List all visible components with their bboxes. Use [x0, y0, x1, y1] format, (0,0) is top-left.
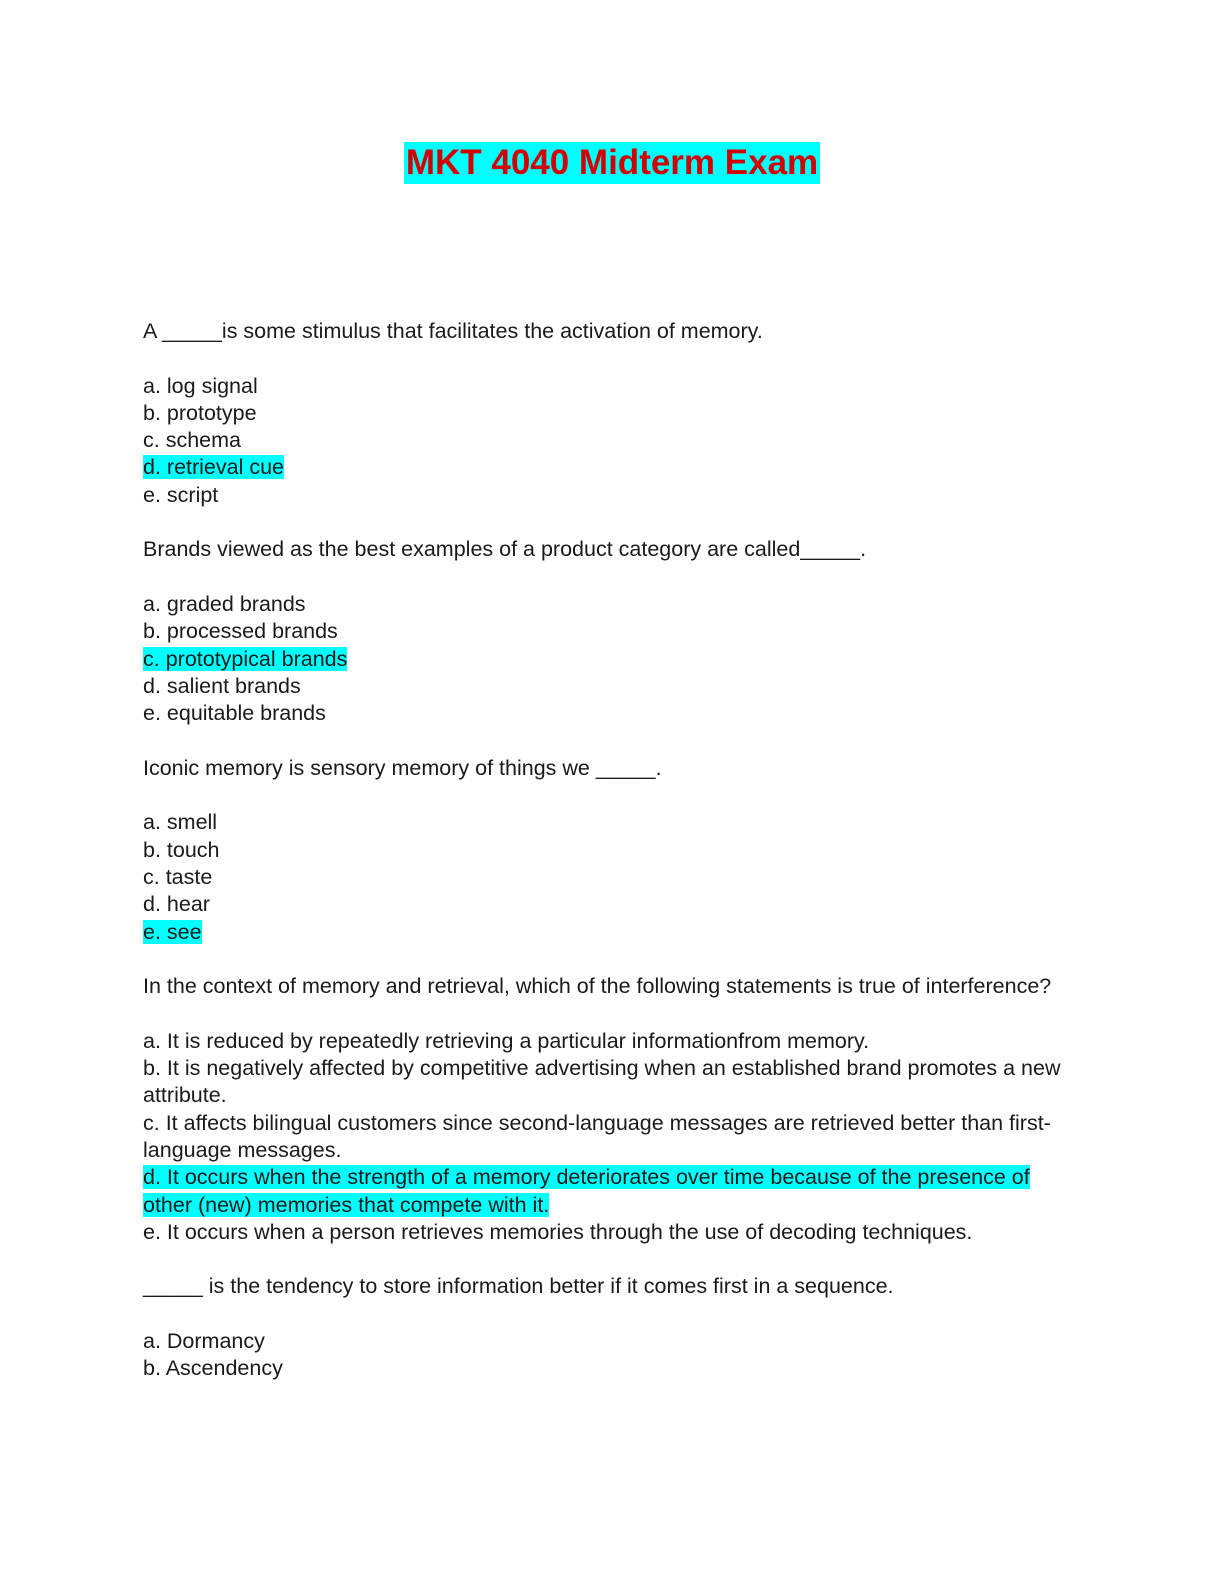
answer-option — [143, 1110, 1083, 1165]
option-text: a. graded brands — [143, 591, 306, 616]
highlighted-option-text: e. see — [143, 919, 202, 944]
answer-option — [143, 864, 1083, 891]
question-5 — [143, 1273, 1083, 1382]
option-text: c. taste — [143, 864, 213, 889]
answer-option-correct — [143, 919, 1083, 946]
option-text: d. salient brands — [143, 673, 301, 698]
answer-option-correct — [143, 1164, 1083, 1219]
option-text: b. Ascendency — [143, 1356, 283, 1381]
highlighted-option-text: d. retrieval cue — [143, 455, 285, 480]
title-wrapper — [0, 142, 1224, 184]
answer-option — [143, 427, 1083, 454]
question-text: Iconic memory is sensory memory of things we _____. — [143, 755, 662, 780]
question-text: A _____is some stimulus that facilitates the activation of memory. — [143, 319, 763, 343]
option-text: e. script — [143, 482, 219, 507]
answer-option-correct — [143, 646, 1083, 673]
option-text: c. schema — [143, 428, 241, 453]
answer-option — [143, 482, 1083, 509]
question-1 — [143, 318, 1083, 509]
answer-option — [143, 591, 1083, 618]
page-title: MKT 4040 Midterm Exam — [405, 143, 819, 182]
highlighted-option-text: c. prototypical brands — [143, 646, 348, 671]
option-text: a. Dormancy — [143, 1328, 265, 1353]
option-text: d. hear — [143, 892, 210, 917]
question-text: Brands viewed as the best examples of a product category are called_____. — [143, 537, 867, 562]
answer-option — [143, 673, 1083, 700]
answer-option — [143, 1028, 1083, 1055]
question-3 — [143, 755, 1083, 946]
answer-option — [143, 373, 1083, 400]
answer-option — [143, 1355, 1083, 1382]
option-text: b. It is negatively affected by competitive advertising when an established brand promotes a new attribute. — [143, 1056, 1061, 1108]
option-text: e. It occurs when a person retrieves memories through the use of decoding techniques. — [143, 1219, 973, 1244]
option-text: b. prototype — [143, 400, 257, 425]
answer-option — [143, 700, 1083, 727]
answer-option — [143, 837, 1083, 864]
highlighted-option-text: d. It occurs when the strength of a memory deteriorates over time because of the presence of other (new) memories that compete with it. — [143, 1165, 1030, 1217]
question-text: _____ is the tendency to store information better if it comes first in a sequence. — [143, 1274, 894, 1299]
option-text: a. smell — [143, 810, 218, 835]
answer-option — [143, 1055, 1083, 1110]
option-text: a. log signal — [143, 373, 258, 398]
option-text: e. equitable brands — [143, 701, 326, 726]
answer-option — [143, 809, 1083, 836]
question-text: In the context of memory and retrieval, which of the following statements is true of interference? — [143, 974, 1052, 999]
answer-option-correct — [143, 454, 1083, 481]
option-text: b. processed brands — [143, 619, 338, 644]
question-2 — [143, 536, 1083, 727]
question-list — [143, 318, 1083, 1410]
answer-option — [143, 618, 1083, 645]
answer-option — [143, 891, 1083, 918]
answer-option — [143, 400, 1083, 427]
option-text: b. touch — [143, 837, 220, 862]
answer-option — [143, 1219, 1083, 1246]
answer-option — [143, 1328, 1083, 1355]
option-text: c. It affects bilingual customers since second-language messages are retrieved better than first-language messages. — [143, 1110, 1051, 1162]
question-4 — [143, 973, 1083, 1246]
option-text: a. It is reduced by repeatedly retrieving a particular informationfrom memory. — [143, 1028, 870, 1053]
